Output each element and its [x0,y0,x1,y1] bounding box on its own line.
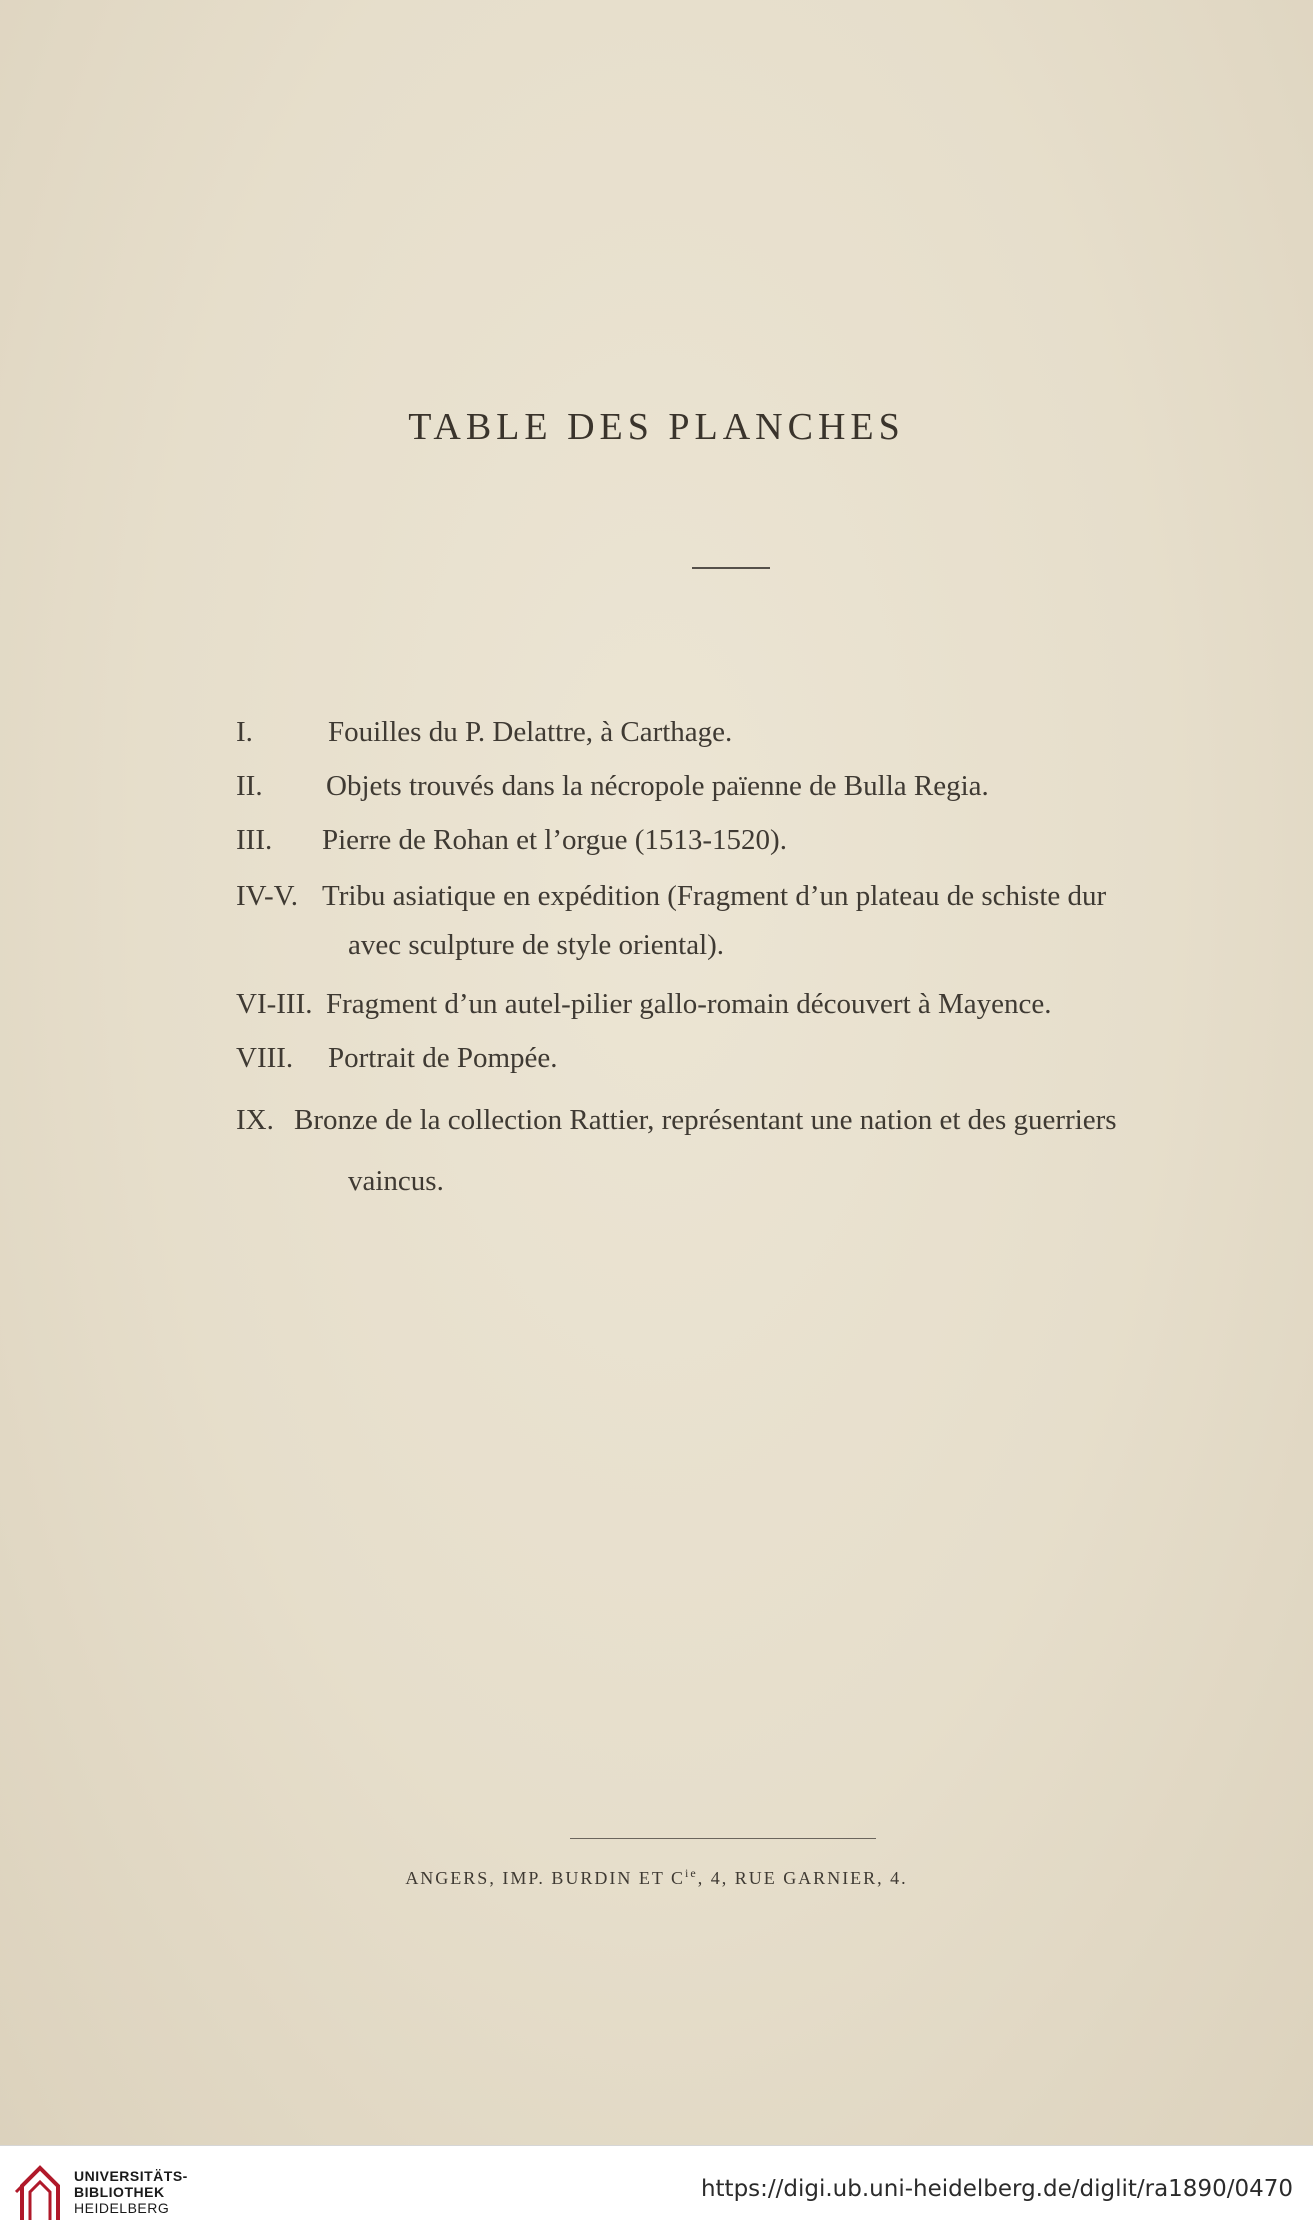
plate-entry-1 [236,708,1216,757]
plate-title: Portrait de Pompée. [328,1042,558,1074]
plate-title: Tribu asiatique en expédition (Fragment d’un plateau de schiste dur [322,880,1107,912]
plate-title: Objets trouvés dans la nécropole païenne de Bulla Regia. [326,770,989,802]
document-url-link[interactable]: https://digi.ub.uni-heidelberg.de/diglit/ra1890/0470 [700,2176,1293,2202]
page-title: TABLE DES PLANCHES [408,406,905,448]
library-logo-icon[interactable] [14,2162,66,2224]
plate-entry-6 [236,1034,1216,1083]
plate-number: II. [236,770,263,802]
plate-entry-4 [236,872,1216,970]
title-divider [692,567,770,569]
plate-title: Pierre de Rohan et l’orgue (1513-1520). [322,824,787,856]
plate-entry-7 [236,1096,1216,1206]
plate-entry-2 [236,762,1216,811]
plate-entry-5 [236,980,1216,1029]
plate-number: III. [236,824,273,856]
plate-title-continued: avec sculpture de style oriental). [348,929,725,961]
plate-entry-3 [236,816,1216,865]
plate-number: I. [236,716,253,748]
plate-title: Fragment d’un autel-pilier gallo-romain découvert à Mayence. [326,988,1052,1020]
plate-number: IV-V. [236,880,299,912]
plate-title: Bronze de la collection Rattier, représentant une nation et des guerriers [294,1104,1117,1136]
plate-number: VIII. [236,1042,294,1074]
plate-number: IX. [236,1104,274,1136]
library-name[interactable]: UNIVERSITÄTS- BIBLIOTHEK HEIDELBERG [74,2168,188,2216]
plate-number: VI-III. [236,988,313,1020]
plate-title-continued: vaincus. [348,1165,444,1197]
printer-imprint: ANGERS, IMP. BURDIN ET $C^{ie}$, 4, RUE GARNIER, 4. [405,1866,908,1888]
imprint-divider [570,1838,876,1839]
plate-title: Fouilles du P. Delattre, à Carthage. [328,716,733,748]
